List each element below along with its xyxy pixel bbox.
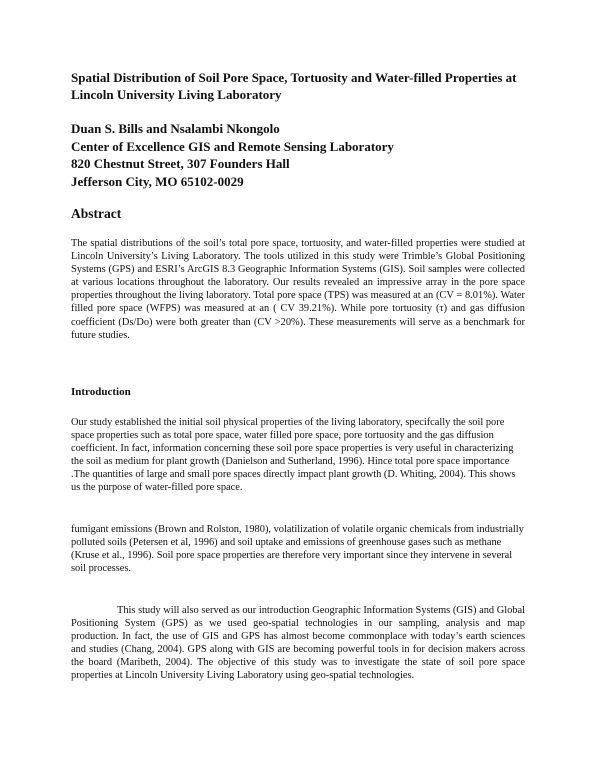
author-block [71,120,525,190]
author-address: 820 Chestnut Street, 307 Founders Hall [71,156,290,171]
author-city: Jefferson City, MO 65102-0029 [71,173,244,189]
introduction-paragraph-2: fumigant emissions (Brown and Rolston, 1980), volatilization of volatile organic chemicals from industrially polluted soils (Petersen et al, 1996) and soil uptake and emissions of greenhouse gases such as methane (Kruse et al., 1996). Soil pore space properties are therefore very important since they intervene in several soil processes. [71,524,524,575]
abstract-paragraph: The spatial distributions of the soil’s total pore space, tortuosity, and water-filled properties were studied at Lincoln University’s Living Laboratory. The tools utilized in this study were Trimble’s Global Positioning Systems (GPS) and ESRI’s ArcGIS 8.3 Geographic Information Systems (GIS). Soil samples were collected at various locations throughout the laboratory. Our results revealed an impressive array in the pore space properties throughout the living laboratory. Total pore space (TPS) was measured at an (CV = 8.01%). Water filled pore space (WFPS) was measured at an ( CV 39.21%). While pore tortuosity (τ) and gas diffusion coefficient (Ds/Do) were both greater than (CV >20%). These measurements will serve as a benchmark for future studies. [71,238,525,341]
introduction-paragraph-3: This study will also served as our introduction Geographic Information Systems (GIS) and Global Positioning System (GPS) as we used geo-spatial technologies in our sampling, analysis and map production. In fact, the use of GIS and GPS has almost become commonplace with today’s earth sciences and studies (Chang, 2004). GPS along with GIS are becoming powerful tools in for decision makers across the board (Maribeth, 2004). The objective of this study was to investigate the state of soil pore space properties at Lincoln University Living Laboratory using geo-spatial technologies. [71,605,525,682]
author-names: Duan S. Bills and Nsalambi Nkongolo [71,121,280,136]
paper-title: Spatial Distribution of Soil Pore Space, Tortuosity and Water-filled Properties at Lincoln University Living Laboratory [71,70,517,102]
introduction-paragraph-1: Our study established the initial soil physical properties of the living laboratory, specifcally the soil pore space properties such as total pore space, water filled pore space, pore tortuosity and the gas diffusion coefficient. In fact, information concerning these soil pore space properties is very useful in characterizing the soil as medium for plant growth (Danielson and Sutherland, 1996). Hince total pore space importance .The quantities of large and small pore spaces directly impact plant growth (D. Whiting, 2004). This shows us the purpose of water-filled pore space. [71,417,516,494]
abstract-heading: Abstract [71,206,122,221]
introduction-heading: Introduction [71,386,131,398]
author-affiliation: Center of Excellence GIS and Remote Sensing Laboratory [71,138,394,154]
